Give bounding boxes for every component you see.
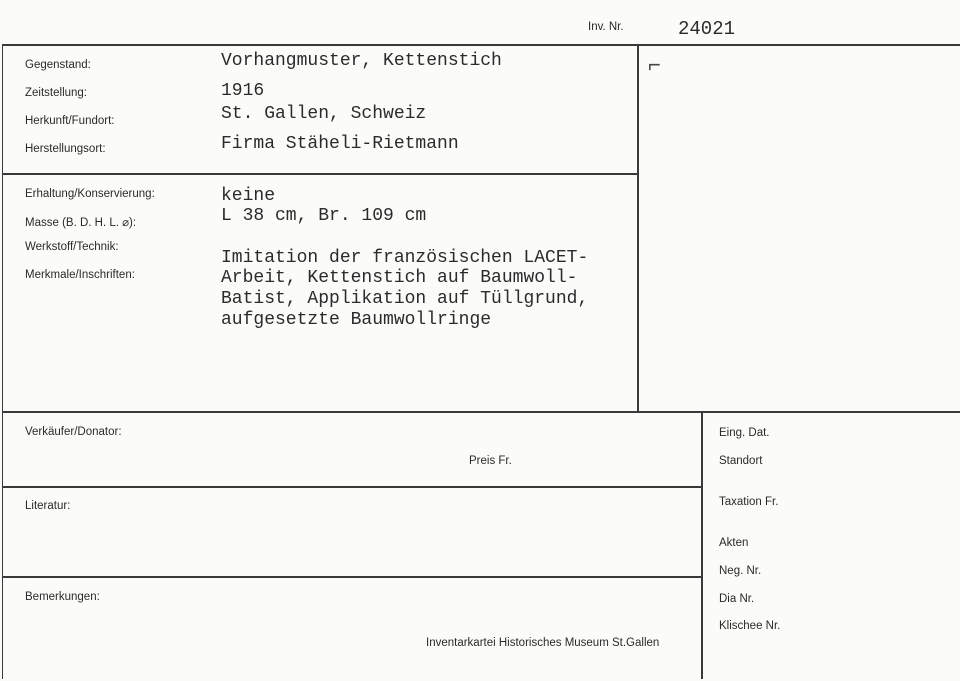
literatur-divider bbox=[2, 486, 701, 488]
technik-line-2: Arbeit, Kettenstich auf Baumwoll- bbox=[221, 268, 578, 288]
eing-dat-label: Eing. Dat. bbox=[719, 427, 770, 439]
technik-line-1: Imitation der französischen LACET- bbox=[221, 248, 589, 268]
akten-label: Akten bbox=[719, 537, 749, 549]
taxation-label: Taxation Fr. bbox=[719, 496, 779, 508]
standort-label: Standort bbox=[719, 455, 763, 467]
technik-line-3: Batist, Applikation auf Tüllgrund, bbox=[221, 289, 589, 309]
masse-label: Masse (B. D. H. L. ⌀): bbox=[25, 217, 137, 229]
neg-nr-label: Neg. Nr. bbox=[719, 565, 762, 577]
inv-nr-label: Inv. Nr. bbox=[588, 21, 624, 33]
klischee-nr-label: Klischee Nr. bbox=[719, 620, 781, 632]
gegenstand-label: Gegenstand: bbox=[25, 59, 91, 71]
technik-line-4: aufgesetzte Baumwollringe bbox=[221, 310, 492, 330]
herkunft-value: St. Gallen, Schweiz bbox=[221, 104, 427, 124]
masse-value: L 38 cm, Br. 109 cm bbox=[221, 206, 427, 226]
left-edge bbox=[2, 44, 3, 679]
herkunft-label: Herkunft/Fundort: bbox=[25, 115, 115, 127]
zeitstellung-value: 1916 bbox=[221, 81, 265, 101]
herstellungsort-label: Herstellungsort: bbox=[25, 143, 106, 155]
bemerkungen-divider bbox=[2, 576, 701, 578]
dia-nr-label: Dia Nr. bbox=[719, 593, 755, 605]
literatur-label: Literatur: bbox=[25, 500, 71, 512]
verkaeufer-label: Verkäufer/Donator: bbox=[25, 426, 122, 438]
erhaltung-value: keine bbox=[221, 186, 276, 206]
bemerkungen-label: Bemerkungen: bbox=[25, 591, 100, 603]
merkmale-label: Merkmale/Inschriften: bbox=[25, 269, 135, 281]
header-divider bbox=[2, 44, 960, 46]
middle-divider bbox=[2, 411, 960, 413]
herstellungsort-value: Firma Stäheli-Rietmann bbox=[221, 134, 459, 154]
inv-nr-value: 24021 bbox=[678, 18, 736, 40]
bottom-right-divider bbox=[701, 411, 703, 679]
corner-mark-icon: ⌐ bbox=[648, 52, 661, 77]
footer-text: Inventarkartei Historisches Museum St.Gallen bbox=[426, 637, 660, 649]
top-section-divider bbox=[2, 173, 637, 175]
gegenstand-value: Vorhangmuster, Kettenstich bbox=[221, 51, 502, 71]
top-right-divider bbox=[637, 44, 639, 412]
werkstoff-label: Werkstoff/Technik: bbox=[25, 241, 119, 253]
zeitstellung-label: Zeitstellung: bbox=[25, 87, 88, 99]
preis-label: Preis Fr. bbox=[469, 455, 512, 467]
erhaltung-label: Erhaltung/Konservierung: bbox=[25, 188, 155, 200]
